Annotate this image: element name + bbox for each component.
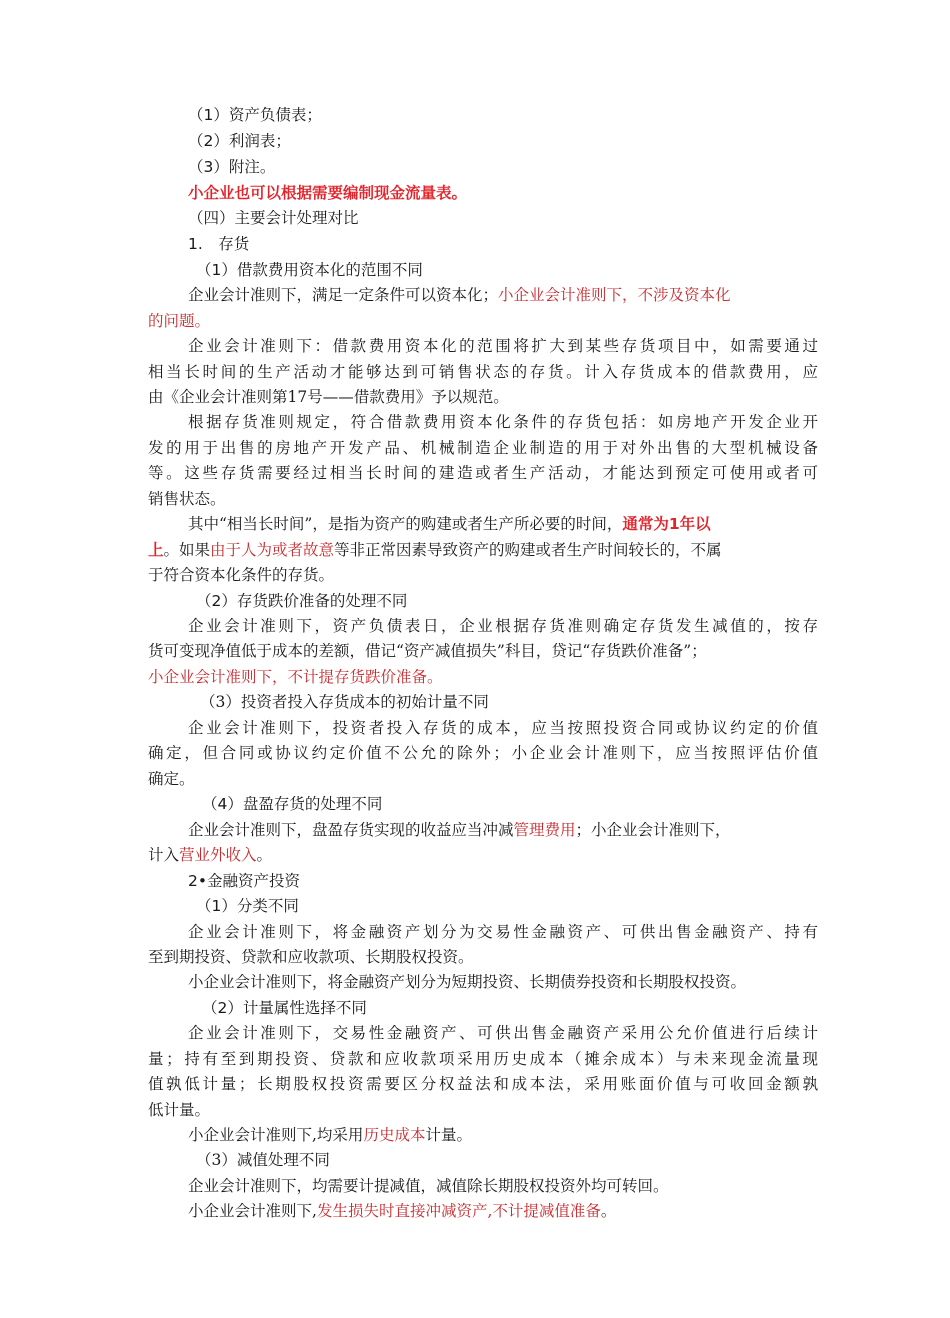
red-text-span: 管理费用 — [513, 821, 576, 839]
paragraph-line — [188, 820, 731, 840]
list-item-notes: （3）附注。 — [188, 158, 276, 176]
item-heading-write-down: （2）存货跌价准备的处理不同 — [196, 592, 408, 610]
section-heading-comparison: （四）主要会计处理对比 — [188, 209, 359, 227]
paragraph-line: 值孰低计量；长期股权投资需要区分权益法和成本法，采用账面价值与可收回金额孰 — [148, 1075, 818, 1093]
paragraph-line — [188, 514, 711, 534]
item-heading-classification: （1）分类不同 — [196, 897, 299, 915]
item-heading-impairment: （3）减值处理不同 — [196, 1151, 330, 1169]
paragraph-line: 发的用于出售的房地产开发产品、机械制造企业制造的用于对外出售的大型机械设备 — [148, 439, 818, 457]
paragraph-line: 由《企业会计准则第17号——借款费用》予以规范。 — [148, 388, 509, 406]
text-span: 企业会计准则下，盘盈存货实现的收益应当冲减 — [188, 821, 514, 839]
paragraph-line: 至到期投资、贷款和应收款项、长期股权投资。 — [148, 948, 474, 966]
list-item-income-statement: （2）利润表； — [188, 132, 291, 150]
paragraph-line: 企业会计准则下，资产负债表日，企业根据存货准则确定存货发生减值的，按存 — [188, 617, 818, 635]
paragraph-line — [188, 1125, 472, 1145]
text-span: 企业会计准则下，满足一定条件可以资本化； — [188, 286, 499, 304]
paragraph-line: 低计量。 — [148, 1101, 211, 1119]
paragraph-line: 企业会计准则下，投资者投入存货的成本，应当按照投资合同或协议约定的价值 — [188, 719, 818, 737]
text-span: 等非正常因素导致资产的购建或者生产时间较长的，不属 — [334, 541, 722, 559]
paragraph-line: 销售状态。 — [148, 490, 226, 508]
paragraph-line — [148, 540, 722, 560]
item-heading-measurement: （2）计量属性选择不同 — [202, 999, 367, 1017]
text-span: 。如果 — [163, 541, 211, 559]
paragraph-line: 的问题。 — [148, 312, 211, 330]
text-span: 小企业会计准则下,均采用 — [188, 1126, 364, 1144]
paragraph-line: 等。这些存货需要经过相当长时间的建造或者生产活动，才能达到预定可使用或者可 — [148, 464, 818, 482]
item-heading-borrowing-costs: （1）借款费用资本化的范围不同 — [196, 261, 423, 279]
red-text-span: 由于人为或者故意 — [210, 541, 335, 559]
text-span: 小企业会计准则下, — [188, 1202, 317, 1220]
paragraph-line: 量；持有至到期投资、贷款和应收款项采用历史成本（摊余成本）与未来现金流量现 — [148, 1050, 818, 1068]
red-text-span: 历史成本 — [363, 1126, 426, 1144]
paragraph-line: 小企业会计准则下，将金融资产划分为短期投资、长期债券投资和长期股权投资。 — [188, 973, 747, 991]
paragraph-line: 于符合资本化条件的存货。 — [148, 566, 335, 584]
bold-red-text-span: 上 — [148, 541, 164, 559]
paragraph-line: 企业会计准则下，均需要计提减值，减值除长期股权投资外均可转回。 — [188, 1177, 669, 1195]
paragraph-line: 小企业会计准则下，不计提存货跌价准备。 — [148, 668, 443, 686]
paragraph-line: 根据存货准则规定，符合借款费用资本化条件的存货包括：如房地产开发企业开 — [188, 413, 818, 431]
text-span: 计量。 — [425, 1126, 472, 1144]
item-heading-inventory-surplus: （4）盘盈存货的处理不同 — [202, 795, 383, 813]
paragraph-line: 企业会计准则下，交易性金融资产、可供出售金融资产采用公允价值进行后续计 — [188, 1024, 818, 1042]
subsection-heading-financial-assets: 2•金融资产投资 — [188, 872, 301, 890]
red-text-span: 发生损失时直接冲减资产,不计提减值准备 — [316, 1202, 601, 1220]
paragraph-line: 企业会计准则下：借款费用资本化的范围将扩大到某些存货项目中，如需要通过 — [188, 337, 818, 355]
paragraph-line — [188, 1201, 616, 1221]
paragraph-line: 相当长时间的生产活动才能够达到可销售状态的存货。计入存货成本的借款费用，应 — [148, 363, 818, 381]
red-text-span: 小企业会计准则下，不涉及资本化 — [498, 286, 731, 304]
text-span: 。 — [600, 1202, 617, 1220]
bold-red-text-span: 通常为1年以 — [622, 515, 711, 533]
paragraph-line — [188, 285, 731, 305]
text-span: 。 — [256, 846, 273, 864]
subsection-heading-inventory: 1. 存货 — [188, 235, 250, 253]
text-span: ；小企业会计准则下， — [575, 821, 731, 839]
paragraph-line: 企业会计准则下，将金融资产划分为交易性金融资产、可供出售金融资产、持有 — [188, 923, 818, 941]
paragraph-line: 货可变现净值低于成本的差额，借记“资产减值损失”科目，贷记“存货跌价准备”； — [148, 642, 707, 660]
text-span: 计入 — [148, 846, 180, 864]
paragraph-line: 确定，但合同或协议约定价值不公允的除外；小企业会计准则下，应当按照评估价值 — [148, 744, 818, 762]
text-span: 其中“相当长时间”，是指为资产的购建或者生产所必要的时间， — [188, 515, 623, 533]
list-item-balance-sheet: （1）资产负债表； — [188, 106, 322, 124]
paragraph-line: 确定。 — [148, 770, 195, 788]
highlight-cash-flow-note: 小企业也可以根据需要编制现金流量表。 — [188, 184, 468, 202]
item-heading-investor-contribution: （3）投资者投入存货成本的初始计量不同 — [200, 693, 489, 711]
red-text-span: 营业外收入 — [179, 846, 257, 864]
paragraph-line — [148, 845, 272, 865]
